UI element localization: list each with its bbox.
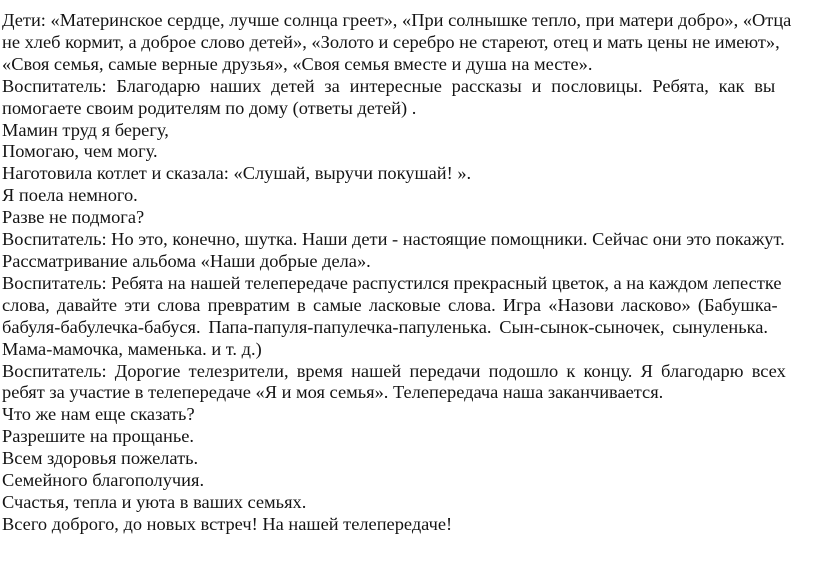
farewell-block: [2, 404, 814, 535]
paragraph-closing: [2, 361, 814, 405]
text-line: Мама-мамочка, маменька. и т. д.): [2, 338, 262, 359]
text-line: Рассматривание альбома «Наши добрые дела».: [2, 250, 371, 271]
paragraph-teacher-helpers: [2, 229, 814, 251]
paragraph-flower-game: [2, 273, 814, 361]
farewell-line: Что же нам еще сказать?: [2, 404, 195, 425]
text-line: Дети: «Материнское сердце, лучше солнца греет», «При солнышке тепло, при матери добро», «Отца: [2, 10, 792, 30]
text-line: Воспитатель: Ребята на нашей телепередаче распустился прекрасный цветок, а на каждом лепестке: [2, 272, 782, 293]
text-line: помогаете своим родителям по дому (ответы детей) .: [2, 97, 417, 118]
farewell-line: Всего доброго, до новых встреч! На нашей телепередаче!: [2, 513, 453, 534]
text-line: «Своя семья, самые верные друзья», «Своя семья вместе и душа на месте».: [2, 53, 593, 74]
farewell-line: Счастья, тепла и уюта в ваших семьях.: [2, 491, 307, 512]
text-line: Воспитатель: Но это, конечно, шутка. Наши дети - настоящие помощники. Сейчас они это покажут.: [2, 229, 785, 250]
paragraph-children-proverbs: [2, 10, 814, 76]
poem-line: Помогаю, чем могу.: [2, 141, 158, 162]
paragraph-album: [2, 251, 814, 273]
text-line: ребят за участие в телепередаче «Я и моя семья». Телепередача наша заканчивается.: [2, 382, 664, 403]
poem-block: [2, 120, 814, 230]
poem-line: Разве не подмога?: [2, 207, 145, 228]
poem-line: Я поела немного.: [2, 185, 138, 206]
paragraph-teacher-thanks: [2, 76, 814, 120]
farewell-line: Семейного благополучия.: [2, 470, 205, 491]
poem-line: Наготовила котлет и сказала: «Слушай, выручи покушай! ».: [2, 163, 472, 184]
farewell-line: Всем здоровья пожелать.: [2, 448, 199, 469]
text-line: Воспитатель: Дорогие телезрители, время нашей передачи подошло к концу. Я благодарю всех: [2, 360, 786, 381]
text-line: слова, давайте эти слова превратим в самые ласковые слова. Игра «Назови ласково» (Бабушка-: [2, 294, 778, 315]
poem-line: Мамин труд я берегу,: [2, 119, 169, 140]
farewell-line: Разрешите на прощанье.: [2, 426, 194, 447]
text-line: бабуля-бабулечка-бабуся. Папа-папуля-папулечка-папуленька. Сын-сынок-сыночек, сынуленька.: [2, 316, 769, 337]
text-line: Воспитатель: Благодарю наших детей за интересные рассказы и пословицы. Ребята, как вы: [2, 75, 776, 96]
text-line: не хлеб кормит, а доброе слово детей», «Золото и серебро не стареют, отец и мать цены не имеют»,: [2, 31, 780, 52]
